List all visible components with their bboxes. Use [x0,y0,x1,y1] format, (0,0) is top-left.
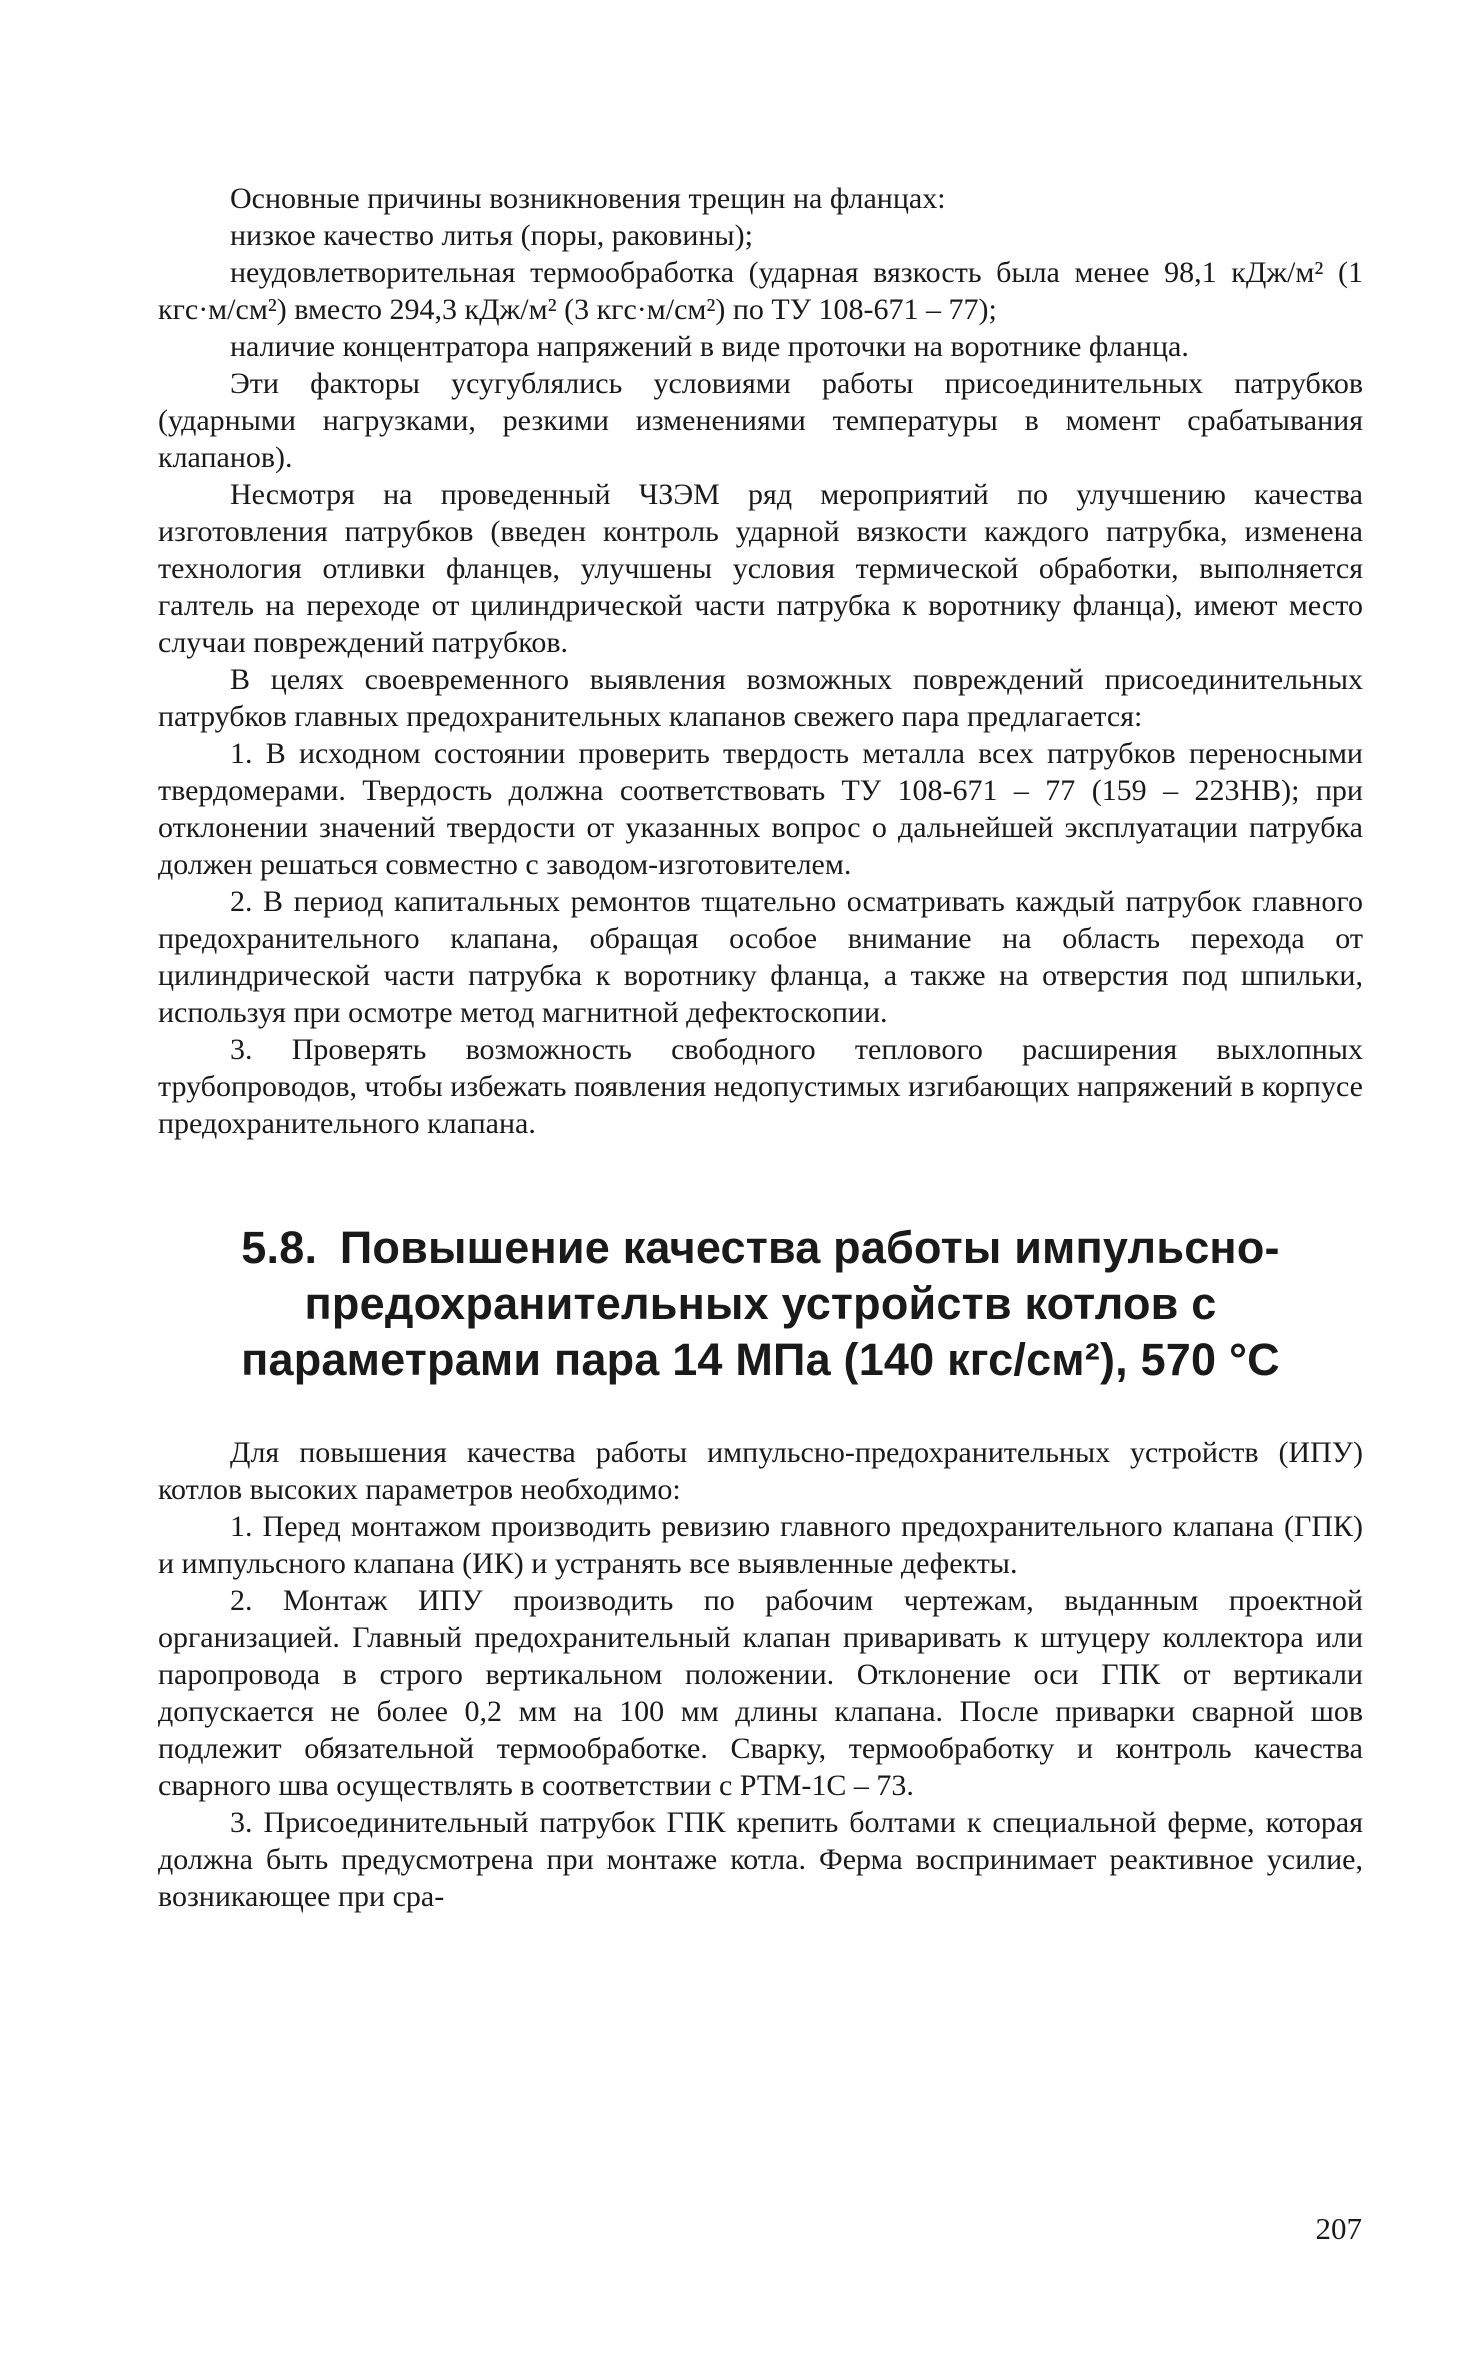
list-item: 3. Присоединительный патрубок ГПК крепить болтами к специальной ферме, которая должна быть предусмотрена при монтаже котла. Ферма воспринимает реактивное усилие, возникающее при сра- [158,1806,1363,1913]
paragraph: наличие концентратора напряжений в виде проточки на воротнике фланца. [230,330,1189,363]
paragraph: Основные причины возникновения трещин на фланцах: [230,182,946,215]
list-item: 1. Перед монтажом производить ревизию главного предохранительного клапана (ГПК) и импульсного клапана (ИК) и устранять все выявленные дефекты. [158,1510,1363,1580]
list-item: 2. В период капитальных ремонтов тщательно осматривать каждый патрубок главного предохранительного клапана, обращая особое внимание на область перехода от цилиндрической части патрубка к воротнику фланца, а также на отверстия под шпильки, используя при осмотре метод магнитной дефектоскопии. [158,885,1363,1029]
paragraph: Несмотря на проведенный ЧЗЭМ ряд мероприятий по улучшению качества изготовления патрубков (введен контроль ударной вязкости каждого патрубка, изменена технология отливки фланцев, улучшены условия термической обработки, выполняется галтель на переходе от цилиндрической части патрубка к воротнику фланца), имеют место случаи повреждений патрубков. [158,478,1363,659]
document-page [158,180,1363,1915]
paragraph: низкое качество литья (поры, раковины); [230,219,753,252]
list-item: 2. Монтаж ИПУ производить по рабочим чертежам, выданным проектной организацией. Главный предохранительный клапан приваривать к штуцеру коллектора или паропровода в строго вертикальном положении. Отклонение оси ГПК от вертикали допускается не более 0,2 мм на 100 мм длины клапана. После приварки сварной шов подлежит обязательной термообработке. Сварку, термообработку и контроль качества сварного шва осуществлять в соответствии с РТМ-1С – 73. [158,1584,1363,1802]
paragraph: В целях своевременного выявления возможных повреждений присоединительных патрубков главных предохранительных клапанов свежего пара предлагается: [158,663,1363,733]
section-title: Повышение качества работы импульсно-предохранительных устройств котлов с параметрами пара 14 МПа (140 кгс/см²), 570 °С [241,1222,1280,1385]
spacer [158,1142,1363,1220]
list-item: 3. Проверять возможность свободного теплового расширения выхлопных трубопроводов, чтобы избежать появления недопустимых изгибающих напряжений в корпусе предохранительного клапана. [158,1033,1363,1140]
paragraph: Эти факторы усугублялись условиями работы присоединительных патрубков (ударными нагрузками, резкими изменениями температуры в момент срабатывания клапанов). [158,367,1363,474]
page-number: 207 [1315,2211,1362,2246]
section-heading [158,1220,1363,1388]
paragraph: Для повышения качества работы импульсно-предохранительных устройств (ИПУ) котлов высоких параметров необходимо: [158,1436,1363,1506]
paragraph: неудовлетворительная термообработка (ударная вязкость была менее 98,1 кДж/м² (1 кгс·м/см²) вместо 294,3 кДж/м² (3 кгс·м/см²) по ТУ 108-671 – 77); [158,256,1363,326]
section-number: 5.8. [241,1222,318,1273]
list-item: 1. В исходном состоянии проверить твердость металла всех патрубков переносными твердомерами. Твердость должна соответствовать ТУ 108-671 – 77 (159 – 223НВ); при отклонении значений твердости от указанных вопрос о дальнейшей эксплуатации патрубка должен решаться совместно с заводом-изготовителем. [158,737,1363,881]
spacer [158,1388,1363,1434]
